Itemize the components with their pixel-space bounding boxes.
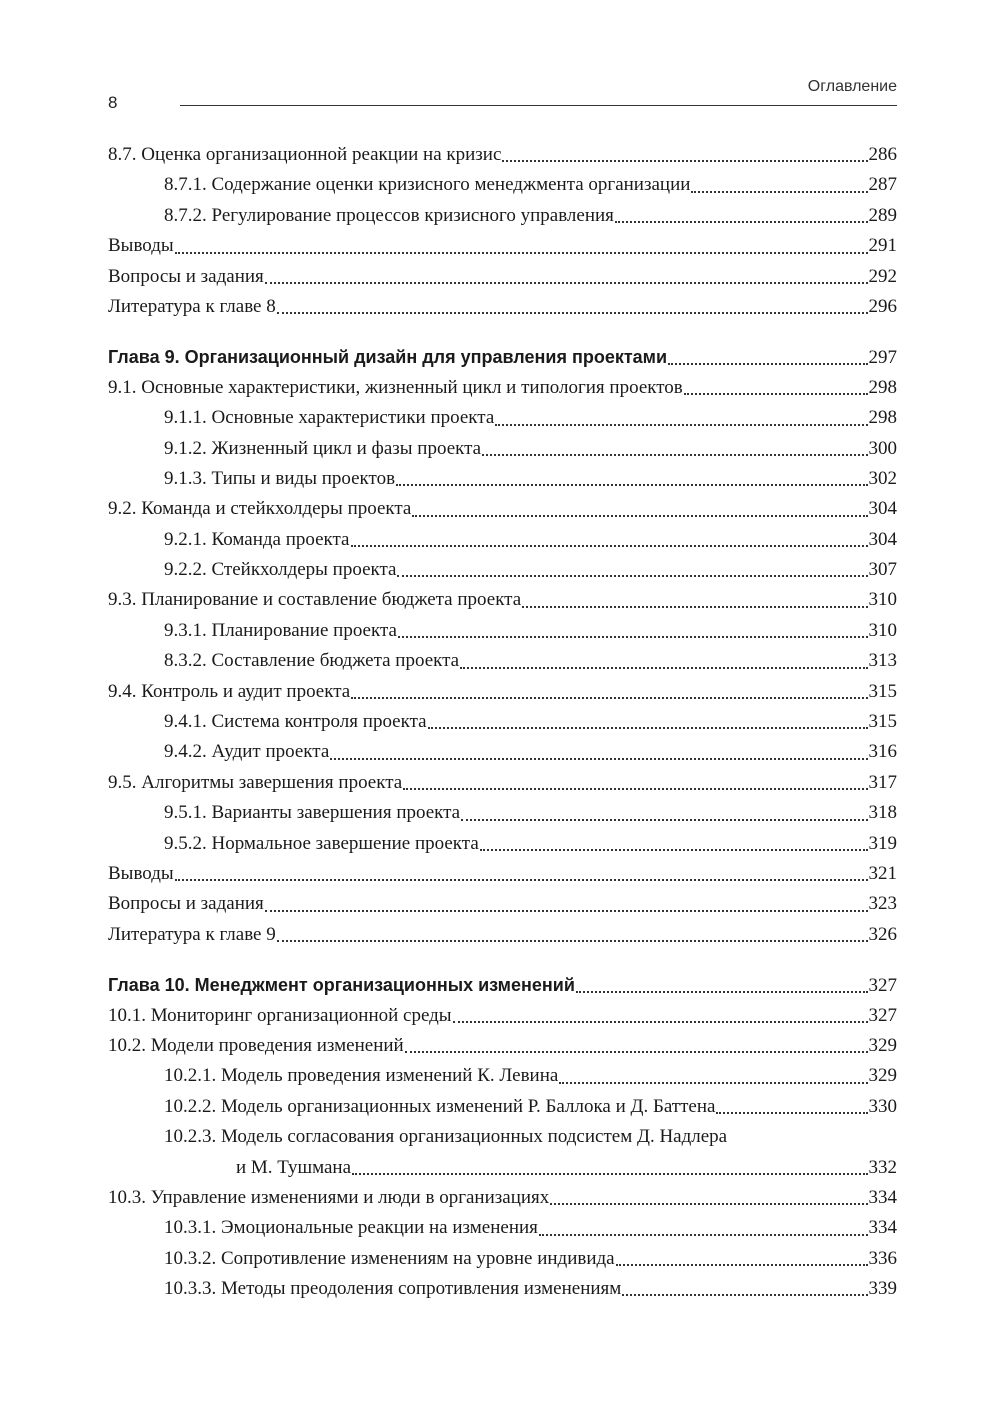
dot-leader <box>405 1050 868 1053</box>
dot-leader <box>460 666 867 669</box>
toc-entry[interactable] <box>108 737 897 767</box>
toc-entry-title: 10.3.2. Сопротивление изменениям на уровне индивида <box>164 1247 615 1269</box>
toc-entry-title: 10.2.1. Модель проведения изменений К. Левина <box>164 1065 559 1087</box>
toc-entry-title: 9.3.1. Планирование проекта <box>164 619 397 641</box>
toc-entry-title: 9.4.2. Аудит проекта <box>164 741 330 763</box>
toc-entry-page: 292 <box>868 265 897 287</box>
toc-entry-page: 300 <box>868 437 897 459</box>
header-rule <box>180 105 897 106</box>
toc-entry-page: 307 <box>868 559 897 581</box>
dot-leader <box>412 514 867 517</box>
toc-entry-title-line2: и М. Тушмана <box>236 1156 352 1178</box>
toc-entry-title: Литература к главе 9 <box>108 923 276 945</box>
toc-entry[interactable] <box>108 555 897 585</box>
toc-entry-title: Глава 10. Менеджмент организационных изменений <box>108 975 575 996</box>
toc-entry[interactable] <box>108 403 897 433</box>
dot-leader <box>398 635 868 638</box>
toc-entry-title: 9.1.2. Жизненный цикл и фазы проекта <box>164 437 482 459</box>
toc-entry-page: 321 <box>868 862 897 884</box>
running-head-title: Оглавление <box>807 78 897 95</box>
toc-entry-title: 10.1. Мониторинг организационной среды <box>108 1004 452 1026</box>
toc-entry-page: 336 <box>868 1247 897 1269</box>
dot-leader <box>396 483 867 486</box>
toc-entry[interactable] <box>108 616 897 646</box>
toc-entry-title: 10.2. Модели проведения изменений <box>108 1034 404 1056</box>
toc-entry[interactable] <box>108 292 897 322</box>
toc-entry-title: 8.7.1. Содержание оценки кризисного менеджмента организации <box>164 174 691 196</box>
toc-entry-title: 9.4. Контроль и аудит проекта <box>108 680 351 702</box>
toc-entry[interactable] <box>108 859 897 889</box>
dot-leader <box>397 574 867 577</box>
toc-entry-page: 315 <box>868 711 897 733</box>
toc-entry-page: 298 <box>868 407 897 429</box>
toc-entry-page: 317 <box>868 771 897 793</box>
toc-entry[interactable] <box>108 231 897 261</box>
dot-leader <box>480 848 868 851</box>
toc-group-chapter-10b <box>108 1183 897 1305</box>
toc-entry[interactable] <box>108 1274 897 1304</box>
toc-entry[interactable] <box>108 464 897 494</box>
dot-leader <box>403 787 867 790</box>
dot-leader <box>502 159 867 162</box>
toc-entry-title: 8.3.2. Составление бюджета проекта <box>164 650 460 672</box>
toc-entry-title: 9.5. Алгоритмы завершения проекта <box>108 771 403 793</box>
toc-entry-page: 304 <box>868 528 897 550</box>
toc-entry-page: 329 <box>868 1034 897 1056</box>
toc-entry-page: 327 <box>868 1004 897 1026</box>
toc-entry[interactable] <box>108 1183 897 1213</box>
dot-leader <box>175 878 868 881</box>
dot-leader <box>668 362 867 365</box>
toc-entry[interactable] <box>108 798 897 828</box>
dot-leader <box>330 757 867 760</box>
spacer <box>108 950 897 970</box>
toc-entry[interactable] <box>108 677 897 707</box>
dot-leader <box>716 1111 867 1114</box>
toc-entry[interactable] <box>108 494 897 524</box>
dot-leader <box>615 220 868 223</box>
toc-entry-page: 323 <box>868 893 897 915</box>
dot-leader <box>684 392 868 395</box>
toc-entry-page: 310 <box>868 589 897 611</box>
toc-entry[interactable] <box>108 768 897 798</box>
toc-entry-page: 297 <box>868 347 897 369</box>
toc-entry[interactable] <box>108 920 897 950</box>
dot-leader <box>550 1202 867 1205</box>
toc-entry-page: 286 <box>868 144 897 165</box>
toc-entry-line2 <box>164 1153 897 1183</box>
toc-entry[interactable] <box>108 140 897 170</box>
toc-entry-title: Вопросы и задания <box>108 265 264 287</box>
toc-entry[interactable] <box>108 1092 897 1122</box>
toc-entry-title: 9.1.3. Типы и виды проектов <box>164 467 396 489</box>
toc-entry-page: 313 <box>868 650 897 672</box>
dot-leader <box>482 453 867 456</box>
toc-entry-title: 9.2.2. Стейкхолдеры проекта <box>164 559 397 581</box>
toc-entry-title: 9.2.1. Команда проекта <box>164 528 350 550</box>
toc-entry-page: 316 <box>868 741 897 763</box>
toc-entry[interactable] <box>108 373 897 403</box>
dot-leader <box>559 1081 867 1084</box>
toc-entry-page: 334 <box>868 1217 897 1239</box>
toc-entry-title: 9.5.1. Варианты завершения проекта <box>164 802 461 824</box>
toc-entry-page: 330 <box>868 1095 897 1117</box>
dot-leader <box>265 909 868 912</box>
running-head <box>0 0 1000 120</box>
dot-leader <box>461 818 867 821</box>
toc-entry[interactable] <box>108 170 897 200</box>
toc-group-chapter-9 <box>108 373 897 950</box>
dot-leader <box>576 990 868 993</box>
toc-entry-title: 10.2.2. Модель организационных изменений Р. Баллока и Д. Баттена <box>164 1095 716 1117</box>
toc-entry[interactable] <box>108 1061 897 1091</box>
toc-entry-page: 315 <box>868 680 897 702</box>
toc-entry[interactable] <box>108 1213 897 1243</box>
toc-entry[interactable] <box>108 1031 897 1061</box>
dot-leader <box>616 1263 868 1266</box>
toc-entry-page: 318 <box>868 802 897 824</box>
dot-leader <box>352 1172 867 1175</box>
toc-entry[interactable] <box>108 646 897 676</box>
toc-entry[interactable] <box>108 707 897 737</box>
toc-entry-title: Литература к главе 8 <box>108 295 276 317</box>
toc-entry-title: Глава 9. Организационный дизайн для управления проектами <box>108 347 668 368</box>
toc-entry-title: 9.4.1. Система контроля проекта <box>164 711 427 733</box>
dot-leader <box>539 1233 868 1236</box>
dot-leader <box>622 1293 867 1296</box>
dot-leader <box>351 544 868 547</box>
toc-entry[interactable] <box>108 1001 897 1031</box>
table-of-contents <box>108 140 897 1304</box>
toc-entry-page: 287 <box>868 174 897 196</box>
toc-entry-title: 8.7.2. Регулирование процессов кризисного управления <box>164 204 614 226</box>
toc-entry-title: 9.5.2. Нормальное завершение проекта <box>164 832 479 854</box>
toc-entry-title: Вопросы и задания <box>108 893 264 915</box>
dot-leader <box>495 423 867 426</box>
dot-leader <box>351 696 867 699</box>
toc-entry-page: 339 <box>868 1278 897 1300</box>
toc-entry-title: Выводы <box>108 235 174 257</box>
toc-entry-page: 329 <box>868 1065 897 1087</box>
dot-leader <box>277 939 868 942</box>
toc-entry[interactable] <box>108 262 897 292</box>
toc-group-chapter-10a <box>108 1001 897 1123</box>
toc-entry-title: 9.1.1. Основные характеристики проекта <box>164 407 495 429</box>
toc-entry[interactable] <box>108 1244 897 1274</box>
toc-entry-page: 296 <box>868 295 897 317</box>
toc-entry[interactable] <box>108 525 897 555</box>
toc-entry-page: 327 <box>868 975 897 997</box>
toc-entry[interactable] <box>108 585 897 615</box>
dot-leader <box>522 605 867 608</box>
toc-entry-page: 289 <box>868 204 897 226</box>
toc-entry-title: Выводы <box>108 862 174 884</box>
toc-entry-title: 10.3. Управление изменениями и люди в организациях <box>108 1186 550 1208</box>
toc-entry-page: 302 <box>868 467 897 489</box>
page-number: 8 <box>108 93 118 112</box>
dot-leader <box>277 311 868 314</box>
toc-entry-title: 8.7. Оценка организационной реакции на кризис <box>108 144 502 165</box>
dot-leader <box>691 190 867 193</box>
spacer <box>108 322 897 342</box>
toc-entry-page: 304 <box>868 498 897 520</box>
dot-leader <box>175 251 868 254</box>
toc-entry-page: 326 <box>868 923 897 945</box>
toc-chapter-9[interactable] <box>108 342 897 372</box>
toc-entry-page: 310 <box>868 619 897 641</box>
toc-entry[interactable] <box>108 889 897 919</box>
toc-entry-title: 9.1. Основные характеристики, жизненный цикл и типология проектов <box>108 376 683 398</box>
toc-group-chapter-8 <box>108 140 897 322</box>
toc-entry[interactable] <box>108 829 897 859</box>
toc-entry-title-line1: 10.2.3. Модель согласования организационных подсистем Д. Надлера <box>164 1126 728 1148</box>
toc-entry-title: 10.3.1. Эмоциональные реакции на изменения <box>164 1217 538 1239</box>
toc-entry[interactable] <box>108 201 897 231</box>
toc-entry-page: 298 <box>868 376 897 398</box>
dot-leader <box>453 1020 868 1023</box>
toc-entry-title: 9.3. Планирование и составление бюджета проекта <box>108 589 522 611</box>
dot-leader <box>428 726 868 729</box>
toc-entry-title: 9.2. Команда и стейкхолдеры проекта <box>108 498 412 520</box>
toc-entry-page: 334 <box>868 1186 897 1208</box>
toc-entry-page: 291 <box>868 235 897 257</box>
toc-entry-page: 332 <box>868 1156 897 1178</box>
toc-entry[interactable] <box>108 434 897 464</box>
dot-leader <box>265 281 868 284</box>
toc-entry-page: 319 <box>868 832 897 854</box>
toc-entry-multiline[interactable] <box>108 1122 897 1183</box>
toc-entry-title: 10.3.3. Методы преодоления сопротивления изменениям <box>164 1278 622 1300</box>
toc-chapter-10[interactable] <box>108 970 897 1000</box>
